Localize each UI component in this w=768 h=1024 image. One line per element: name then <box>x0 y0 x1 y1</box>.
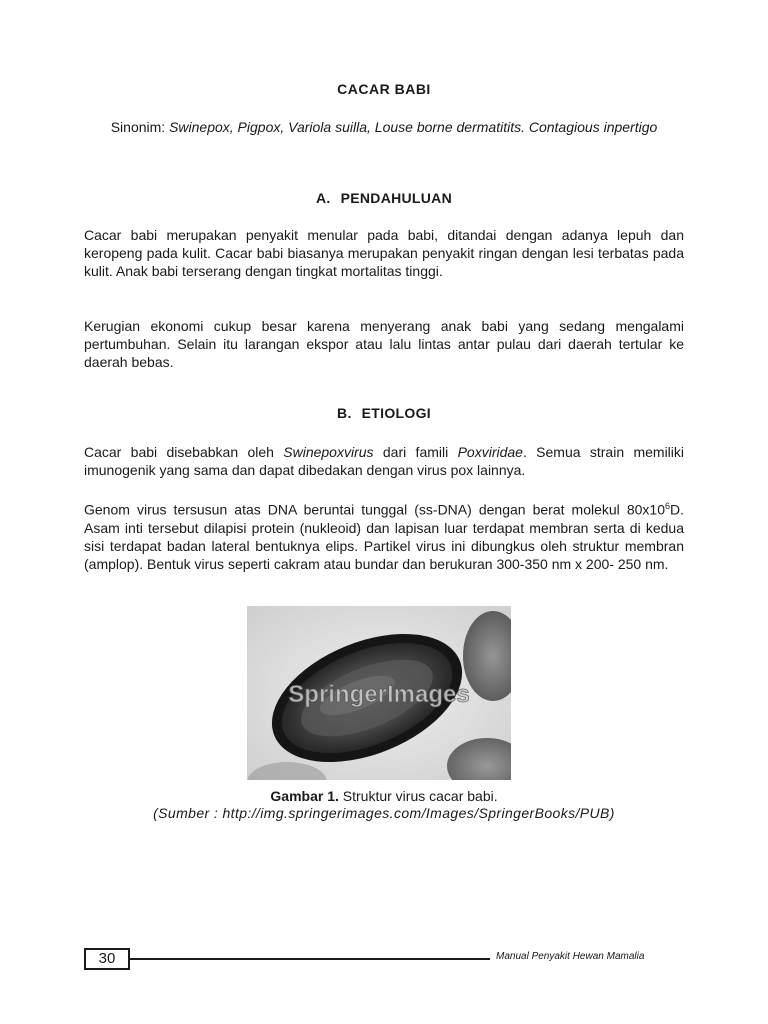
section-a-paragraph-2: Kerugian ekonomi cukup besar karena menyerang anak babi yang sedang mengalami pertumbuhan. Selain itu larangan ekspor atau lalu lintas antar pulau dari daerah tertular ke daerah bebas. <box>84 318 684 370</box>
figure-caption <box>0 787 768 805</box>
footer-book-title: Manual Penyakit Hewan Mamalia <box>496 951 645 962</box>
section-b-paragraph-1 <box>84 443 684 479</box>
page-title: CACAR BABI <box>337 81 431 97</box>
section-a-heading <box>0 190 768 206</box>
virus-name: Swinepoxvirus <box>283 444 374 460</box>
section-a-title: PENDAHULUAN <box>340 190 453 206</box>
section-a-paragraph-1: Cacar babi merupakan penyakit menular pada babi, ditandai dengan adanya lepuh dan keropeng pada kulit. Cacar babi biasanya merupakan penyakit ringan dengan lesi terbatas pada kulit. Anak babi terserang dengan tingkat mortalitas tinggi. <box>84 227 684 279</box>
genome-text-2: D. Asam inti tersebut dilapisi protein (nukleoid) dan lapisan luar terdapat membran serta di kedua sisi terdapat badan lateral bentuknya elips. Partikel virus ini dibungkus oleh struktur membran (amplop). Bentuk virus seperti cakram atau bundar dan berukuran 300-350 nm x 200- 250 nm. <box>84 501 684 572</box>
footer-divider <box>130 958 490 960</box>
figure-label: Gambar 1. <box>270 788 339 804</box>
watermark-text: SpringerImages <box>288 681 470 708</box>
synonym-line <box>84 118 684 136</box>
family-name: Poxviridae <box>457 444 523 460</box>
section-b-title: ETIOLOGI <box>361 405 431 421</box>
figure-source: (Sumber : http://img.springerimages.com/Images/SpringerBooks/PUB) <box>153 805 615 821</box>
etiology-text-1: Cacar babi disebabkan oleh <box>84 444 284 460</box>
etiology-text-3: . Semua strain memiliki imunogenik yang sama dan dapat dibedakan dengan virus pox lainnya. <box>84 444 685 478</box>
section-b-paragraph-2 <box>84 497 684 573</box>
page-number: 30 <box>84 948 130 970</box>
section-b-heading <box>0 405 768 421</box>
synonym-label: Sinonim: <box>110 119 166 135</box>
section-a-letter: A. <box>315 190 331 206</box>
etiology-text-2: dari famili <box>373 444 458 460</box>
micrograph-illustration <box>247 606 511 780</box>
section-b-letter: B. <box>337 405 352 421</box>
genome-text-1: Genom virus tersusun atas DNA beruntai tunggal (ss-DNA) dengan berat molekul 80x10 <box>84 501 665 518</box>
virus-micrograph <box>247 606 511 780</box>
synonym-terms: Swinepox, Pigpox, Variola suilla, Louse borne dermatitits. Contagious inpertigo <box>169 119 658 135</box>
figure-caption-text: Struktur virus cacar babi. <box>338 788 498 804</box>
exponent: 6 <box>664 501 670 511</box>
